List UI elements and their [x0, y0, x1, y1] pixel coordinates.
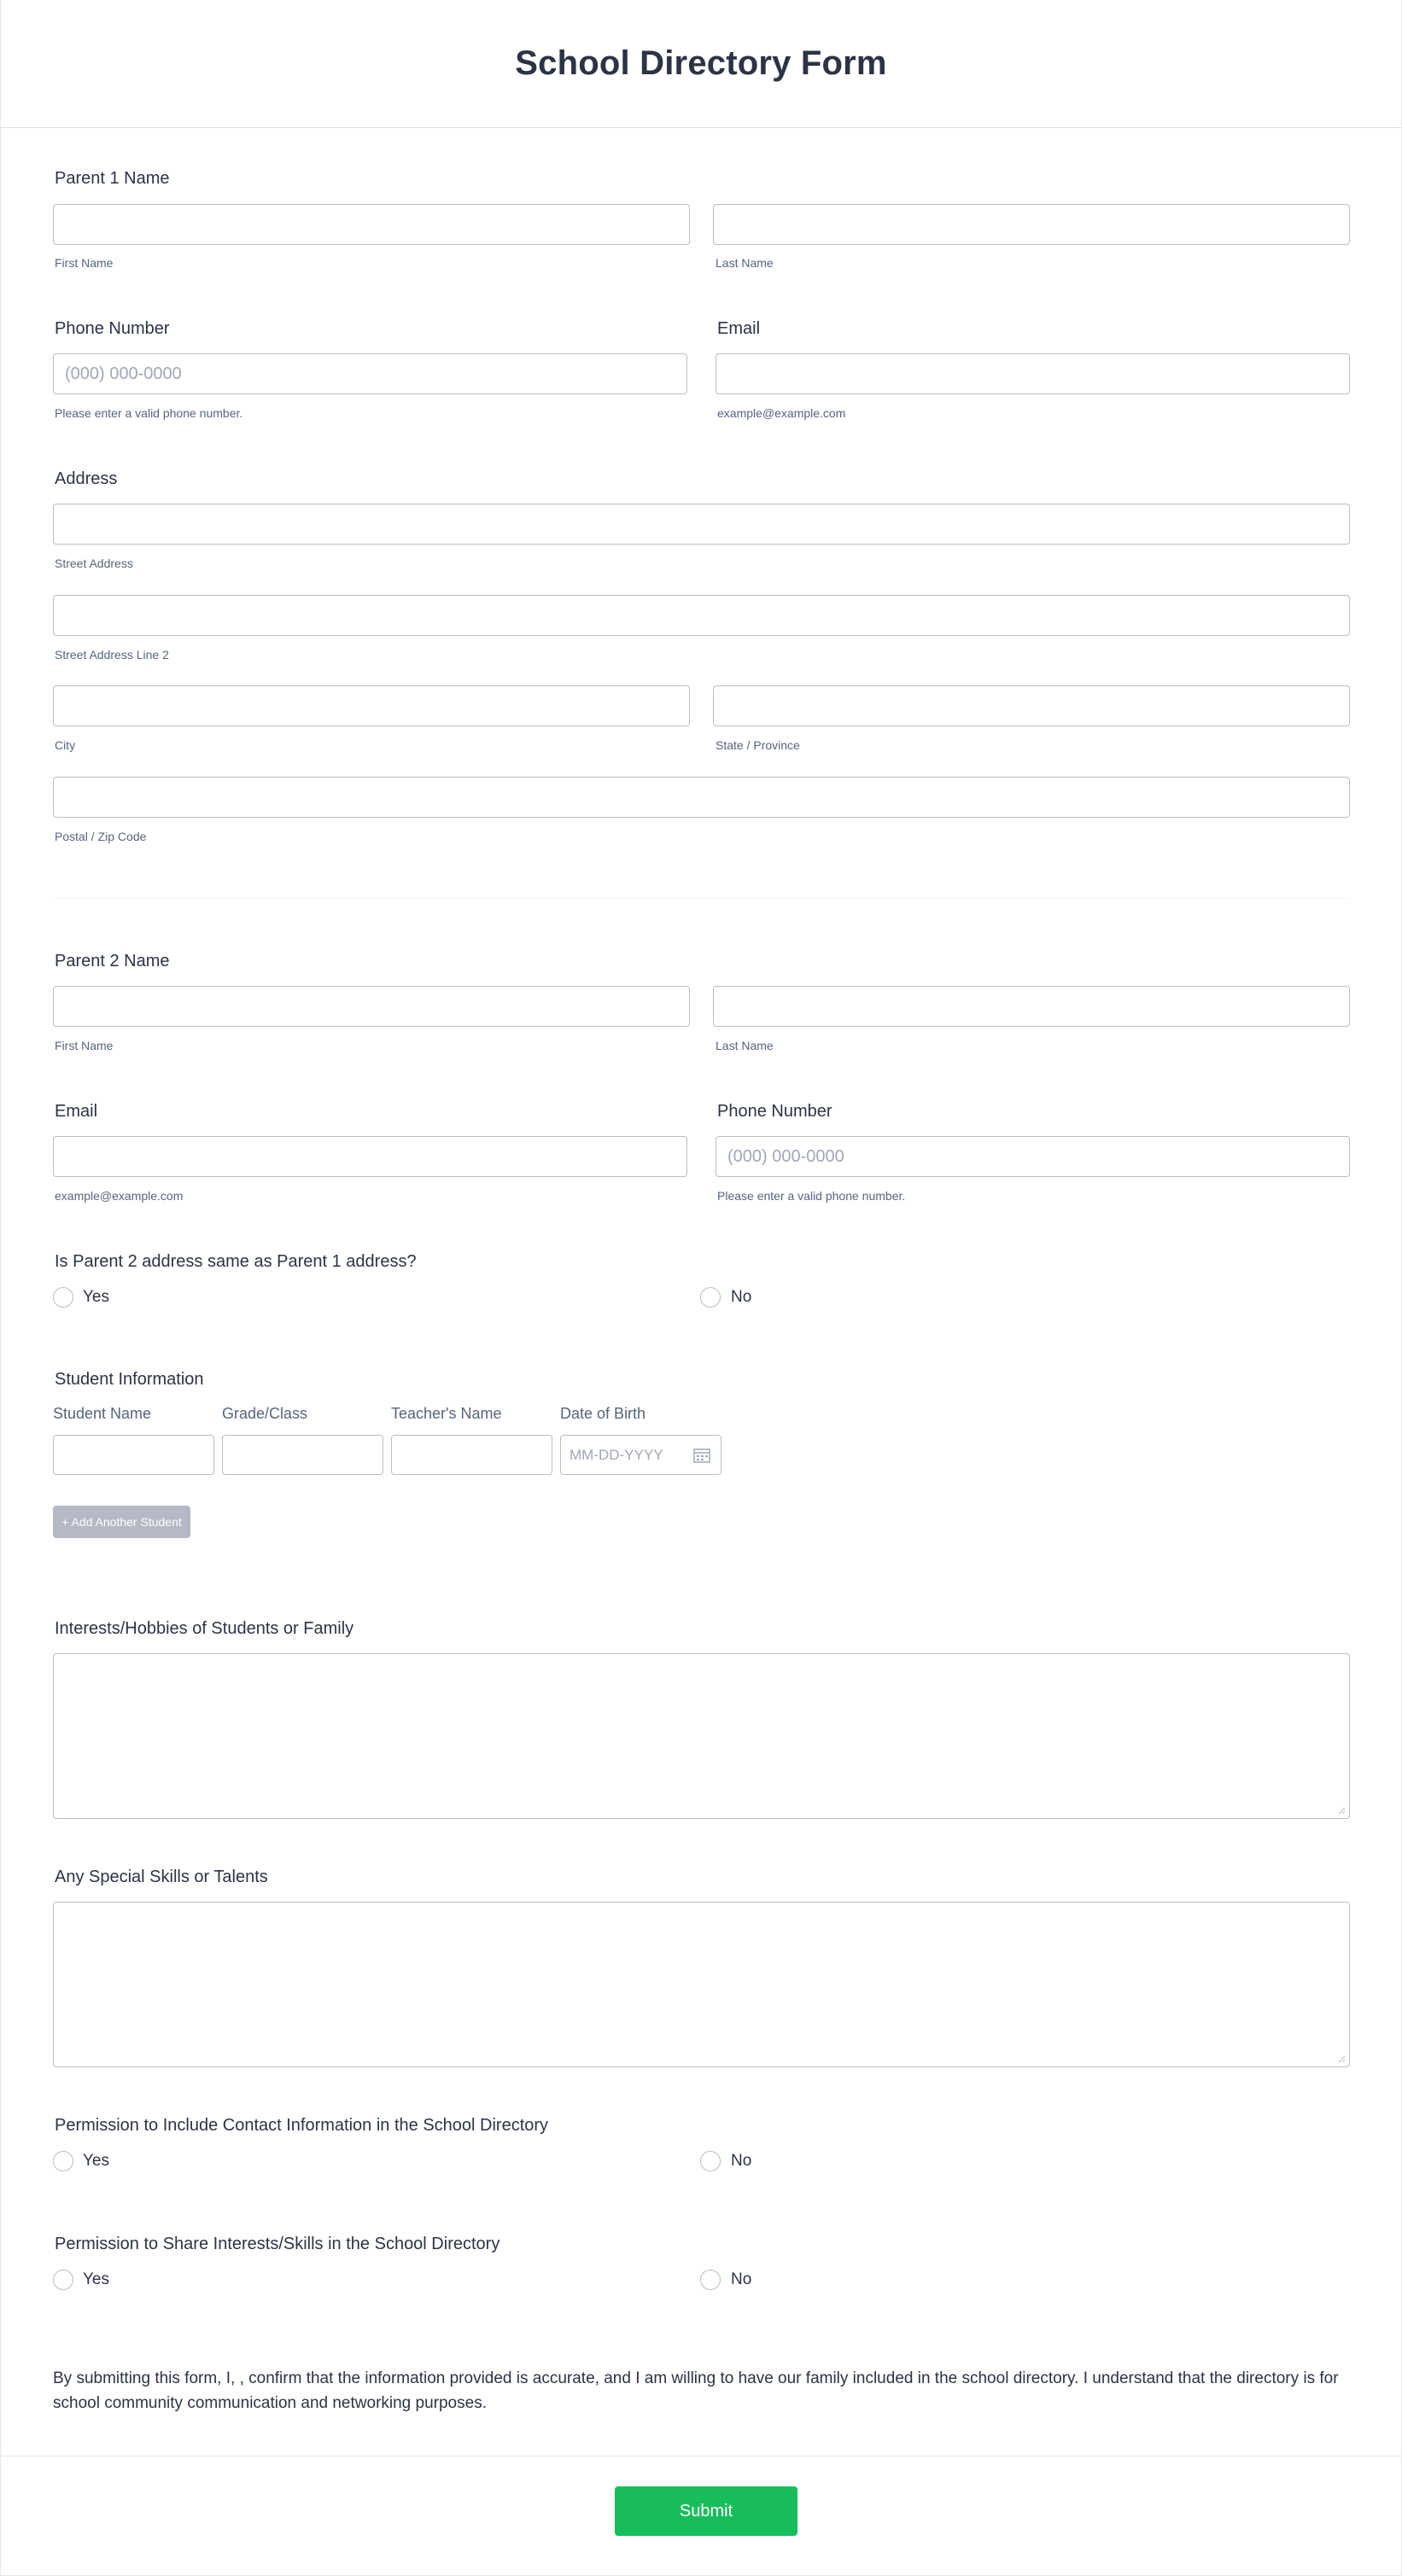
parent2-phone-label: Phone Number	[717, 1102, 832, 1121]
city-input[interactable]	[53, 685, 690, 726]
street-address-input[interactable]	[53, 504, 1350, 545]
permission-contact-yes-radio[interactable]	[53, 2151, 73, 2171]
interests-textarea[interactable]	[53, 1653, 1350, 1819]
resize-handle-icon[interactable]	[1337, 2054, 1346, 2063]
parent2-last-name-input[interactable]	[713, 986, 1350, 1027]
submit-button[interactable]: Submit	[615, 2486, 797, 2536]
parent2-first-name-sublabel: First Name	[55, 1039, 114, 1052]
skills-label: Any Special Skills or Talents	[55, 1868, 268, 1886]
add-another-student-button[interactable]: + Add Another Student	[53, 1506, 190, 1538]
date-of-birth-column-header: Date of Birth	[560, 1405, 646, 1422]
state-province-input[interactable]	[713, 685, 1350, 726]
student-name-input[interactable]	[53, 1435, 214, 1475]
parent1-name-label: Parent 1 Name	[55, 169, 170, 188]
student-info-label: Student Information	[55, 1370, 204, 1389]
parent2-phone-placeholder: (000) 000-0000	[727, 1147, 844, 1166]
interests-label: Interests/Hobbies of Students or Family	[55, 1619, 354, 1638]
postal-zip-sublabel: Postal / Zip Code	[55, 830, 147, 843]
form-header	[0, 0, 1402, 128]
teacher-name-input[interactable]	[391, 1435, 552, 1475]
parent1-phone-sublabel: Please enter a valid phone number.	[55, 406, 243, 420]
grade-class-column-header: Grade/Class	[222, 1405, 308, 1422]
parent1-email-label: Email	[717, 319, 761, 338]
parent1-address-label: Address	[55, 469, 118, 488]
calendar-icon[interactable]	[693, 1448, 710, 1463]
permission-interests-yes-radio[interactable]	[53, 2270, 73, 2290]
parent1-phone-label: Phone Number	[55, 319, 170, 338]
date-of-birth-input[interactable]	[560, 1435, 721, 1475]
parent1-first-name-input[interactable]	[53, 204, 690, 245]
street-address-line2-sublabel: Street Address Line 2	[55, 648, 169, 661]
student-name-column-header: Student Name	[53, 1405, 152, 1422]
postal-zip-input[interactable]	[53, 777, 1350, 818]
resize-handle-icon[interactable]	[1337, 1806, 1346, 1815]
same-address-question: Is Parent 2 address same as Parent 1 address?	[55, 1252, 417, 1271]
permission-interests-yes-label[interactable]: Yes	[83, 2270, 109, 2288]
parent1-phone-placeholder: (000) 000-0000	[65, 364, 182, 383]
parent2-phone-sublabel: Please enter a valid phone number.	[717, 1189, 906, 1203]
permission-contact-no-radio[interactable]	[700, 2151, 721, 2171]
same-address-no-label[interactable]: No	[731, 1288, 752, 1306]
permission-contact-label: Permission to Include Contact Information in the School Directory	[55, 2116, 549, 2135]
skills-textarea[interactable]	[53, 1902, 1350, 2067]
parent2-last-name-sublabel: Last Name	[716, 1039, 774, 1052]
date-of-birth-placeholder: MM-DD-YYYY	[570, 1447, 663, 1463]
parent1-phone-input[interactable]	[53, 353, 687, 394]
teacher-name-column-header: Teacher's Name	[391, 1405, 502, 1422]
parent2-name-label: Parent 2 Name	[55, 952, 170, 970]
permission-interests-no-label[interactable]: No	[731, 2270, 752, 2288]
same-address-yes-label[interactable]: Yes	[83, 1288, 109, 1306]
grade-class-input[interactable]	[222, 1435, 383, 1475]
consent-text: By submitting this form, I, , confirm that the information provided is accurate, and I am willing to have our family included in the school directory. I understand that the directory is for school community communication and networking purposes.	[53, 2369, 1339, 2412]
parent2-email-label: Email	[55, 1102, 98, 1121]
section-divider	[54, 898, 1348, 899]
permission-interests-label: Permission to Share Interests/Skills in the School Directory	[55, 2235, 500, 2253]
parent2-email-sublabel: example@example.com	[55, 1189, 184, 1203]
footer-divider	[0, 2456, 1402, 2457]
parent1-last-name-input[interactable]	[713, 204, 1350, 245]
permission-contact-yes-label[interactable]: Yes	[83, 2152, 109, 2170]
state-province-sublabel: State / Province	[716, 738, 800, 752]
permission-contact-no-label[interactable]: No	[731, 2152, 752, 2170]
city-sublabel: City	[55, 738, 76, 752]
street-address-sublabel: Street Address	[55, 557, 133, 570]
same-address-yes-radio[interactable]	[53, 1287, 73, 1308]
permission-interests-no-radio[interactable]	[700, 2270, 721, 2290]
same-address-no-radio[interactable]	[700, 1287, 721, 1308]
form-title: School Directory Form	[515, 44, 887, 82]
parent1-first-name-sublabel: First Name	[55, 256, 114, 270]
parent1-email-input[interactable]	[716, 353, 1350, 394]
parent2-email-input[interactable]	[53, 1136, 687, 1177]
parent1-email-sublabel: example@example.com	[717, 406, 846, 420]
street-address-line2-input[interactable]	[53, 595, 1350, 636]
parent2-phone-input[interactable]	[716, 1136, 1350, 1177]
parent2-first-name-input[interactable]	[53, 986, 690, 1027]
parent1-last-name-sublabel: Last Name	[716, 256, 774, 270]
